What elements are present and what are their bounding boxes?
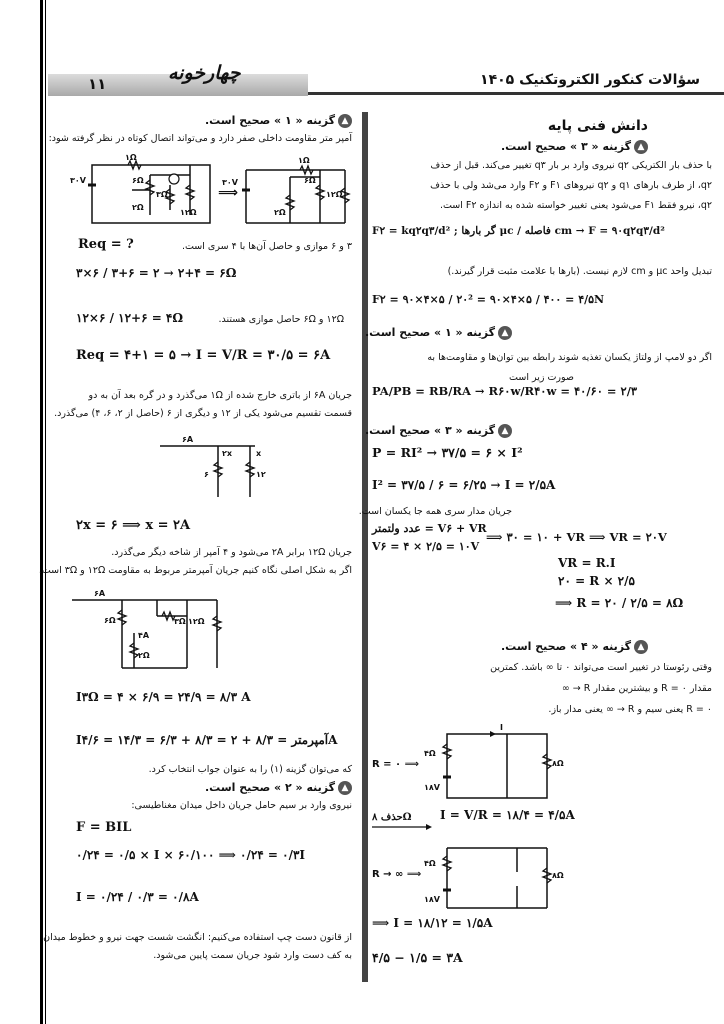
answer-badge-icon: ▲ bbox=[498, 424, 512, 438]
formula-power: P = RI² → ۳۷/۵ = ۶ × I² bbox=[372, 445, 523, 460]
formula-force: F = BIL bbox=[76, 820, 132, 835]
paragraph-line: از قانون دست چپ استفاده می‌کنیم: انگشت شست جهت نیرو و خطوط میدان bbox=[43, 932, 352, 943]
svg-text:۸Ω: ۸Ω bbox=[552, 759, 564, 768]
svg-text:۸Ω: ۸Ω bbox=[552, 871, 564, 880]
page-left-border bbox=[40, 0, 43, 1024]
formula-i3: I۳Ω = ۴ × ۶/۹ = ۲۴/۹ = ۸/۳ A bbox=[76, 690, 251, 704]
answer-1-heading: ▲گزینه « ۱ » صحیح است. bbox=[205, 114, 352, 128]
svg-text:۳Ω: ۳Ω bbox=[174, 617, 186, 626]
formula-coulomb: F۲ = kq۲q۳/d² ; گر بارها μc / فاصله cm → F = ۹۰q۲q۳/d² bbox=[372, 225, 665, 237]
paragraph-line: که می‌توان گزینه (۱) را به عنوان جواب انتخاب کرد. bbox=[148, 764, 352, 775]
answer-badge-icon: ▲ bbox=[498, 326, 512, 340]
svg-text:۱۸V: ۱۸V bbox=[424, 895, 440, 904]
formula-parallel-12-6: ۱۲×۶ / ۱۲+۶ = ۴Ω bbox=[76, 311, 184, 325]
note-parallel-3-6: ۳ و ۶ موازی و حاصل آن‌ها با ۴ سری است. bbox=[181, 241, 352, 252]
svg-text:۶A: ۶A bbox=[94, 589, 106, 598]
svg-text:۱۲Ω: ۱۲Ω bbox=[326, 190, 343, 199]
arrow-icon bbox=[372, 824, 432, 830]
paragraph-line: q۲، نیرو فقط F۱ می‌شود یعنی تغییر خواسته شده به اندازه F۲ است. bbox=[439, 200, 712, 211]
answer-badge-icon: ▲ bbox=[338, 781, 352, 795]
paragraph-line: جریان مدار سری همه جا یکسان است. bbox=[358, 506, 512, 517]
formula-power-ratio: PA/PB = RB/RA → R۶۰w/R۴۰w = ۴۰/۶۰ = ۲/۳ bbox=[372, 384, 638, 398]
page-number: ۱۱ bbox=[88, 75, 107, 93]
formula-ammeter: Iآمپرمتر = ۸/۳ + ۲ = ۸/۳ + ۶/۳ = ۱۴/۳ = ۴/۶A bbox=[76, 733, 338, 747]
svg-text:۱Ω: ۱Ω bbox=[125, 153, 137, 162]
formula-ohm: VR = R.I bbox=[558, 556, 616, 570]
svg-text:۱Ω: ۱Ω bbox=[298, 156, 310, 165]
column-divider bbox=[362, 112, 368, 982]
svg-text:۴Ω: ۴Ω bbox=[424, 749, 436, 758]
svg-text:۶Ω: ۶Ω bbox=[104, 616, 116, 625]
paragraph-line: وقتی رئوستا در تغییر است می‌تواند ۰ تا ∞ باشد. کمترین bbox=[490, 662, 712, 673]
svg-text:⟹: ⟹ bbox=[218, 185, 239, 201]
svg-text:۱۸V: ۱۸V bbox=[424, 783, 440, 792]
svg-text:۳Ω: ۳Ω bbox=[156, 190, 168, 199]
answer-3-heading: ▲گزینه « ۳ » صحیح است. bbox=[501, 140, 648, 154]
section-title: دانش فنی پایه bbox=[547, 118, 648, 134]
formula-remove-8-label: حذف ۸Ω bbox=[372, 812, 412, 823]
svg-text:۴A: ۴A bbox=[138, 631, 150, 640]
svg-text:۶A: ۶A bbox=[182, 435, 194, 444]
formula-i-squared: I² = ۳۷/۵ / ۶ = ۶/۲۵ → I = ۲/۵A bbox=[372, 478, 556, 492]
answer-4-heading: ▲گزینه « ۴ » صحیح است. bbox=[501, 640, 648, 654]
formula-v6: V۶ = ۴ × ۲/۵ = ۱۰V bbox=[372, 540, 480, 553]
formula-current-short: I = V/R = ۱۸/۴ = ۴/۵A bbox=[440, 808, 575, 822]
formula-current-open: ⟹ I = ۱۸/۱۲ = ۱/۵A bbox=[372, 916, 493, 930]
formula-vr: ⟹ ۳۰ = ۱۰ + VR ⟹ VR = ۲۰V bbox=[486, 530, 667, 544]
formula-difference: ۴/۵ − ۱/۵ = ۳A bbox=[372, 950, 463, 965]
paragraph-line: جریان ۶A از باتری خارج شده از ۱Ω می‌گذرد و در گره بعد آن به دو bbox=[88, 390, 352, 401]
paragraph-line: اگر به شکل اصلی نگاه کنیم جریان آمپرمتر مربوط به مقاومت ۱۲Ω و ۳Ω است. bbox=[38, 565, 352, 576]
answer-badge-icon: ▲ bbox=[634, 640, 648, 654]
answer-2-heading: ▲گزینه « ۲ » صحیح است. bbox=[205, 781, 352, 795]
svg-text:R = ۰ ⟹: R = ۰ ⟹ bbox=[372, 759, 419, 770]
circuit-diagram-1 bbox=[70, 155, 360, 230]
req-question: Req = ? bbox=[78, 237, 134, 252]
formula-parallel-3-6: ۳×۶ / ۳+۶ = ۲ → ۲+۴ = ۶Ω bbox=[76, 266, 237, 280]
formula-voltmeter: عدد ولتمتر = V۶ + VR bbox=[372, 522, 487, 535]
formula-f2: F۲ = ۹۰×۴×۵ / ۲۰² = ۹۰×۴×۵ / ۴۰۰ = ۴/۵N bbox=[372, 293, 605, 306]
ammeter-icon bbox=[169, 174, 179, 184]
formula-ohm-values: ۲۰ = R × ۲/۵ bbox=[558, 574, 635, 588]
answer-badge-icon: ▲ bbox=[338, 114, 352, 128]
paragraph-line: مقدار ۰ = R و بیشترین مقدار R → ∞ bbox=[561, 683, 712, 694]
paragraph-line: جریان ۱۲Ω برابر ۲A می‌شود و ۴ آمپر از شاخه دیگر می‌گذرد. bbox=[111, 547, 352, 558]
svg-text:۳۰V: ۳۰V bbox=[222, 178, 238, 187]
formula-force-values: ۰/۲۴ = ۰/۵ × I × ۶۰/۱۰۰ ⟹ ۰/۲۴ = ۰/۳I bbox=[76, 848, 306, 862]
answer-1-line: آمپر متر مقاومت داخلی صفر دارد و می‌تواند اتصال کوتاه در نظر گرفته شود: bbox=[48, 133, 352, 144]
page-header bbox=[48, 62, 724, 104]
svg-text:۲Ω: ۲Ω bbox=[274, 208, 286, 217]
svg-text:۱۲Ω: ۱۲Ω bbox=[188, 617, 205, 626]
svg-text:۶: ۶ bbox=[204, 470, 209, 479]
paragraph-line: به کف دست وارد شود جریان سمت پایین می‌شود. bbox=[153, 950, 352, 961]
paragraph-line: تبدیل واحد μc و cm لازم نیست. (بارها با علامت مثبت قرار گیرند.) bbox=[447, 266, 712, 277]
circuit-diagram-4 bbox=[372, 722, 572, 808]
page-left-border-inner bbox=[45, 0, 46, 1024]
svg-text:۱۲Ω: ۱۲Ω bbox=[180, 208, 197, 217]
formula-x: ۲x = ۶ ⟹ x = ۲A bbox=[76, 518, 191, 533]
formula-req: Req = ۴+۱ = ۵ → I = V/R = ۳۰/۵ = ۶A bbox=[76, 348, 331, 363]
book-title: سؤالات کنکور الکتروتکنیک ۱۴۰۵ bbox=[480, 72, 700, 88]
paragraph-line: با حذف بار الکتریکی q۲ نیروی وارد بر بار q۳ تغییر می‌کند. قبل از حذف bbox=[430, 160, 712, 171]
svg-text:R → ∞ ⟹: R → ∞ ⟹ bbox=[372, 869, 422, 880]
formula-current: I = ۰/۲۴ / ۰/۳ = ۰/۸A bbox=[76, 890, 199, 904]
formula-r: ⟹ R = ۲۰ / ۲/۵ = ۸Ω bbox=[555, 596, 684, 610]
note-parallel-12-6: ۱۲Ω و ۶Ω حاصل موازی هستند. bbox=[218, 314, 344, 325]
paragraph-line: q۲، از طرف بارهای q۱ و q۲ نیروهای F۱ و F۲ وارد می‌شد ولی با حذف bbox=[430, 180, 712, 191]
svg-text:۲Ω: ۲Ω bbox=[138, 651, 150, 660]
header-rule bbox=[308, 92, 724, 95]
svg-text:x: x bbox=[256, 449, 262, 458]
paragraph-line: اگر دو لامپ از ولتاژ یکسان تغذیه شوند رابطه بین توان‌ها و مقاومت‌ها به bbox=[427, 352, 712, 363]
answer-badge-icon: ▲ bbox=[634, 140, 648, 154]
svg-text:۲x: ۲x bbox=[222, 449, 233, 458]
svg-text:۴Ω: ۴Ω bbox=[424, 859, 436, 868]
answer-1b-heading: ▲گزینه « ۱ » صحیح است. bbox=[365, 326, 512, 340]
paragraph-line: R = ۰ یعنی سیم و R → ∞ یعنی مدار باز. bbox=[548, 704, 712, 715]
circuit-diagram-3 bbox=[72, 588, 232, 674]
answer-3b-heading: ▲گزینه « ۳ » صحیح است. bbox=[365, 424, 512, 438]
paragraph-line: صورت زیر است bbox=[509, 372, 574, 383]
svg-text:۳۰V: ۳۰V bbox=[70, 176, 86, 185]
paragraph-line: قسمت تقسیم می‌شود یکی از ۱۲ و دیگری از ۶ (حاصل از ۲، ۶، ۴) می‌گذرد. bbox=[54, 408, 352, 419]
svg-text:۶Ω: ۶Ω bbox=[304, 176, 316, 185]
svg-text:۱۲: ۱۲ bbox=[256, 470, 266, 479]
svg-text:۶Ω: ۶Ω bbox=[132, 176, 144, 185]
publisher-logo: چهارخونه bbox=[168, 62, 241, 84]
svg-text:۲Ω: ۲Ω bbox=[132, 203, 144, 212]
circuit-diagram-5 bbox=[372, 842, 572, 914]
svg-text:I: I bbox=[500, 723, 503, 732]
circuit-diagram-2 bbox=[160, 432, 280, 502]
answer-2-line: نیروی وارد بر سیم حامل جریان داخل میدان مغناطیسی: bbox=[131, 800, 352, 811]
